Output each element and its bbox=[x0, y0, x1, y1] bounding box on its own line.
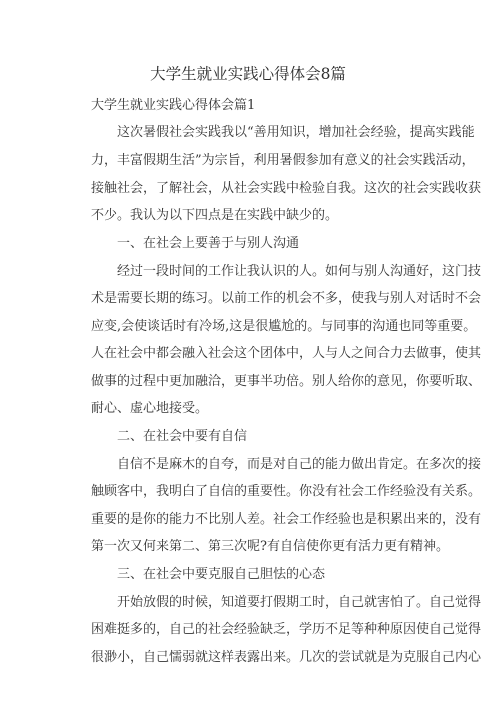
paragraph-line: 困难挺多的，自己的社会经验缺乏，学历不足等种种原因使自己觉得 bbox=[91, 622, 482, 637]
paragraph-line: 做事的过程中更加融洽，更事半功倍。别人给你的意见，你要听取、 bbox=[91, 374, 482, 389]
paragraph-line: 经过一段时间的工作让我认识的人。如何与别人沟通好，这门技 bbox=[117, 264, 482, 279]
paragraph-line: 第一次又何来第二、第三次呢?有自信使你更有活力更有精神。 bbox=[91, 539, 449, 554]
paragraph-line: 力，丰富假期生活”为宗旨，利用暑假参加有意义的社会实践活动， bbox=[91, 153, 475, 168]
paragraph-line: 很渺小，自己懦弱就这样表露出来。几次的尝试就是为克服自己内心 bbox=[91, 650, 482, 665]
paragraph-line: 开始放假的时候，知道要打假期工时，自己就害怕了。自己觉得 bbox=[117, 595, 482, 610]
paragraph-line: 重要的是你的能力不比别人差。社会工作经验也是积累出来的，没有 bbox=[91, 512, 482, 527]
section-heading: 二、在社会中要有自信 bbox=[117, 429, 248, 444]
paragraph-line: 接触社会，了解社会，从社会实践中检验自我。这次的社会实践收获 bbox=[91, 181, 482, 196]
paragraph-line: 耐心、虚心地接受。 bbox=[91, 401, 209, 416]
paragraph-line: 自信不是麻木的自夸，而是对自己的能力做出肯定。在多次的接 bbox=[117, 457, 482, 472]
paragraph-line: 应变,会使谈话时有冷场,这是很尴尬的。与同事的沟通也同等重要。 bbox=[91, 319, 477, 334]
paragraph-line: 触顾客中，我明白了自信的重要性。你没有社会工作经验没有关系。 bbox=[91, 484, 482, 499]
section-heading-article-1: 大学生就业实践心得体会篇1 bbox=[91, 98, 256, 113]
section-heading: 一、在社会上要善于与别人沟通 bbox=[117, 236, 300, 251]
paragraph-line: 不少。我认为以下四点是在实践中缺少的。 bbox=[91, 208, 339, 223]
section-heading: 三、在社会中要克服自己胆怯的心态 bbox=[117, 567, 326, 582]
document-title: 大学生就业实践心得体会8篇 bbox=[150, 65, 346, 83]
paragraph-line: 人在社会中都会融入社会这个团体中，人与人之间合力去做事，使其 bbox=[91, 346, 482, 361]
paragraph-line: 这次暑假社会实践我以“善用知识，增加社会经验，提高实践能 bbox=[117, 125, 475, 140]
paragraph-line: 术是需要长期的练习。以前工作的机会不多，使我与别人对话时不会 bbox=[91, 291, 482, 306]
